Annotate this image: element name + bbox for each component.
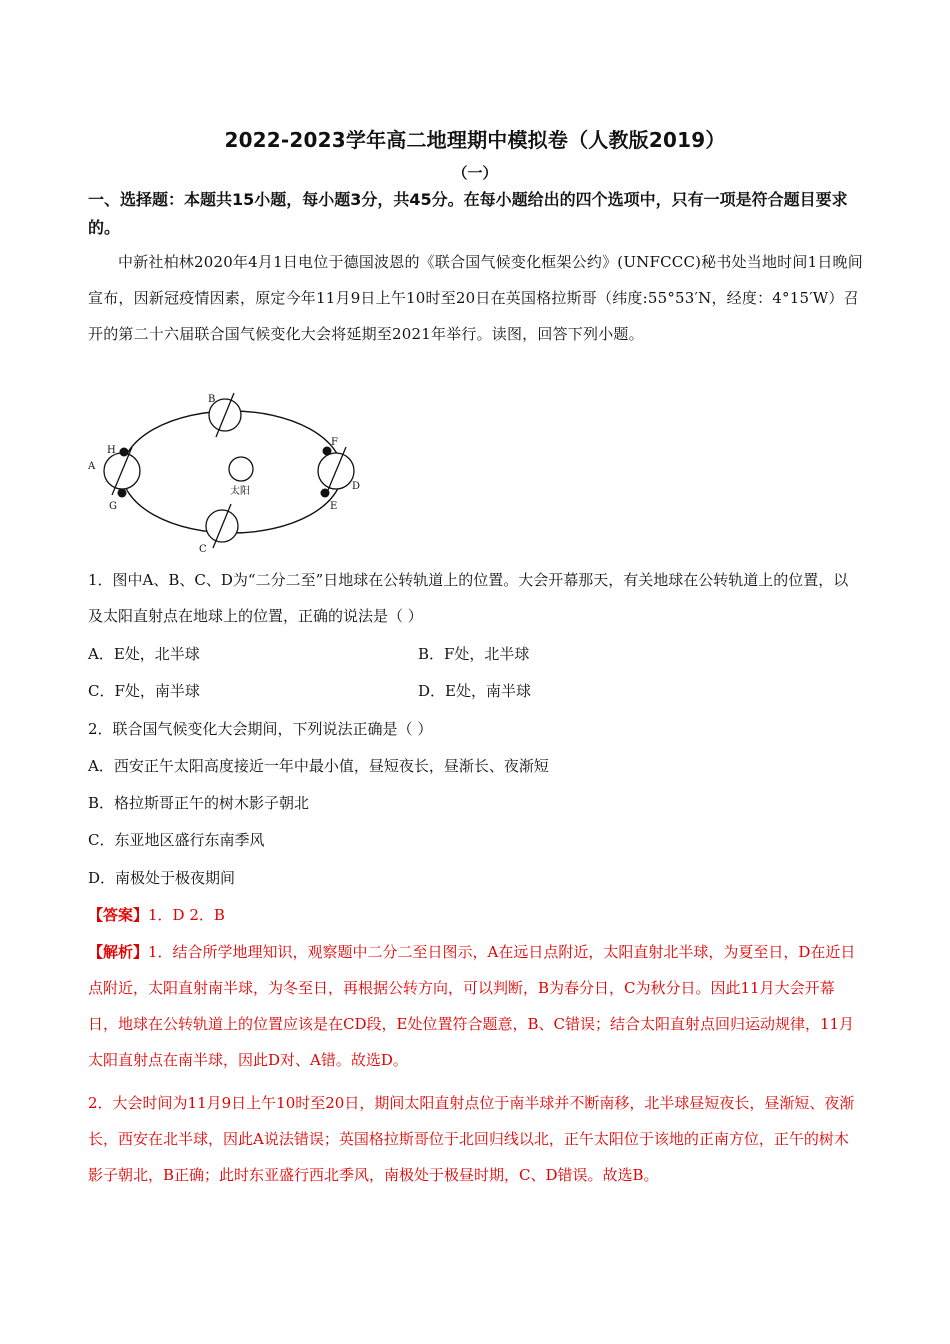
question-2-option-b: B．格拉斯哥正午的树木影子朝北: [88, 794, 310, 812]
label-c: C: [199, 544, 207, 555]
analysis-paragraph-1: [88, 934, 863, 1078]
question-1-option-a: A．E处，北半球: [88, 645, 200, 663]
question-1-option-c: C．F处，南半球: [88, 682, 200, 700]
question-2-option-d: D．南极处于极夜期间: [88, 869, 236, 887]
answer-tag: 【答案】: [88, 906, 149, 924]
question-1-option-d: D．E处，南半球: [418, 682, 531, 700]
page-title: 2022-2023学年高二地理期中模拟卷（人教版2019）: [224, 128, 726, 152]
label-b: B: [208, 394, 216, 405]
label-f: F: [331, 437, 338, 448]
analysis-tag: 【解析】: [88, 943, 149, 961]
page-subtitle: （一）: [452, 164, 498, 182]
point-g: [118, 489, 127, 498]
orbit-diagram: [82, 385, 372, 560]
section-heading: 一、选择题：本题共15小题，每小题3分，共45分。在每小题给出的四个选项中，只有一项是符合题目要求的。: [88, 190, 848, 237]
sun-label: 太阳: [230, 486, 250, 497]
sun-circle: [229, 457, 253, 481]
question-2-option-c: C．东亚地区盛行东南季风: [88, 831, 265, 849]
answer-text: 1．D 2．B: [148, 906, 225, 924]
label-g: G: [109, 501, 117, 512]
label-a: A: [88, 461, 96, 472]
question-1-stem: 1．图中A、B、C、D为“二分二至”日地球在公转轨道上的位置。大会开幕那天，有关地球在公转轨道上的位置，以及太阳直射点在地球上的位置，正确的说法是（ ）: [88, 571, 849, 625]
answer-block: [88, 897, 863, 933]
question-2-option-a: A．西安正午太阳高度接近一年中最小值，昼短夜长，昼渐长、夜渐短: [88, 757, 549, 775]
analysis-paragraph-2: 2．大会时间为11月9日上午10时至20日，期间太阳直射点位于南半球并不断南移，北半球昼短夜长，昼渐短、夜渐长，西安在北半球，因此A说法错误；英国格拉斯哥位于北回归线以北，正午太阳位于该地的正南方位，正午的树木影子朝北，B正确；此时东亚盛行西北季风，南极处于极昼时期，C、D错误。故选B。: [88, 1094, 855, 1184]
question-1-option-b: B．F处，北半球: [418, 645, 530, 663]
intro-paragraph: 中新社柏林2020年4月1日电位于德国波恩的《联合国气候变化框架公约》(UNFCCC)秘书处当地时间1日晚间宣布，因新冠疫情因素，原定今年11月9日上午10时至20日在英国格拉斯哥（纬度:55°53′N，经度：4°15′W）召开的第二十六届联合国气候变化大会将延期至2021年举行。读图，回答下列小题。: [88, 253, 863, 343]
label-d: D: [352, 481, 361, 492]
label-e: E: [330, 501, 338, 512]
analysis-text-1: 1．结合所学地理知识，观察题中二分二至日图示，A在远日点附近，太阳直射北半球，为夏至日，D在近日点附近，太阳直射南半球，为冬至日，再根据公转方向，可以判断，B为春分日，C为秋分日。因此11月大会开幕日，地球在公转轨道上的位置应该是在CD段，E处位置符合题意，B、C错误；结合太阳直射点回归运动规律，11月太阳直射点在南半球，因此D对、A错。故选D。: [88, 943, 856, 1069]
point-h: [120, 448, 129, 457]
point-e: [321, 489, 330, 498]
label-h: H: [107, 445, 116, 456]
question-2-stem: 2．联合国气候变化大会期间，下列说法正确是（ ）: [88, 720, 433, 738]
